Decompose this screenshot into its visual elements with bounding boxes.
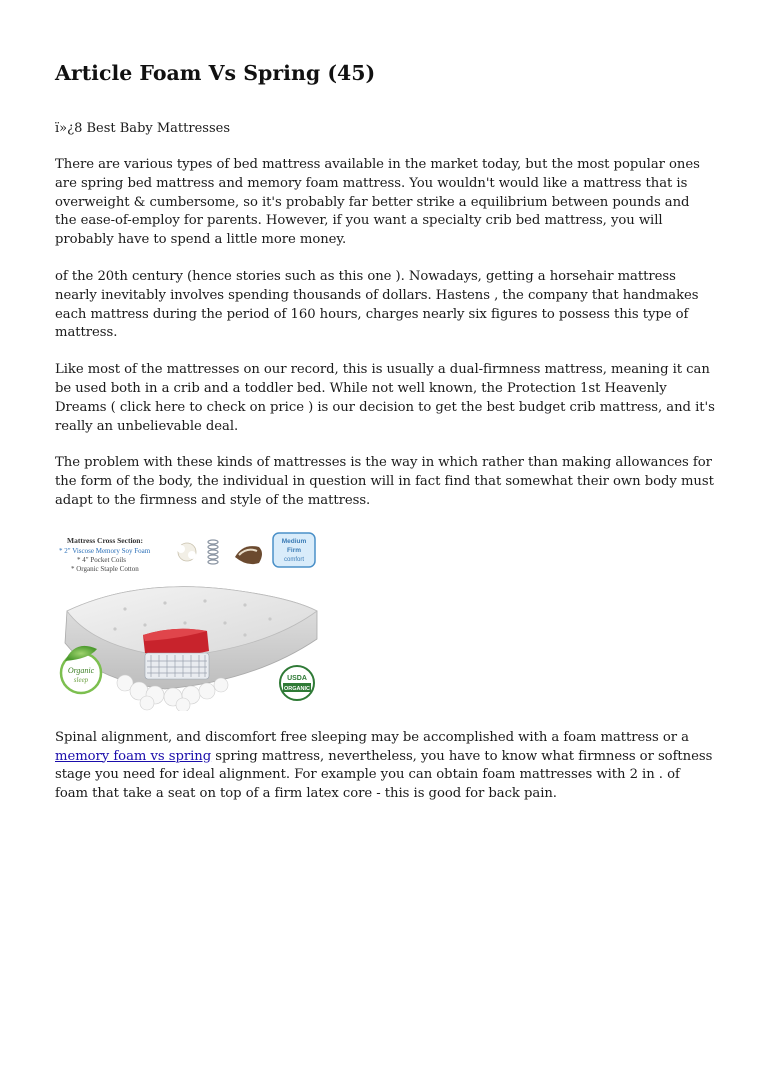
mattress-illustration: [55, 531, 323, 711]
figure-line-1: * 2" Viscose Memory Soy Foam: [59, 546, 151, 555]
figure-heading: Mattress Cross Section:: [67, 535, 143, 545]
paragraph-1: There are various types of bed mattress available in the market today, but the most popular ones are spring bed mattress and memory foam mattress. You wouldn't would like a mattress that is overweight & cumbersome, so it's probably far better strike a equilibrium between pounds and the ease-of-employ for parents. However, if you want a specialty crib bed mattress, you will probably have to spend a little more money.: [55, 157, 700, 248]
coil-sample-icon: [208, 540, 218, 564]
paragraph-5-end: spring mattress, nevertheless, you have to know what firmness or softness stage you need for ideal alignment. For example you can obtain foam mattresses with 2 in . of foam that take a seat on top of a firm latex core - this is good for back pain.: [55, 748, 713, 802]
usda-organic-seal: [280, 666, 314, 700]
paragraph-4: The problem with these kinds of mattresses is the way in which rather than making allowances for the form of the body, the individual in question will in fact find that somewhat their own body must adapt to the firmness and style of the mattress.: [55, 455, 714, 508]
badge-text-1: Medium: [281, 537, 307, 545]
foam-sample-icon: [235, 546, 262, 564]
usda-text-2: ORGANIC: [284, 685, 310, 692]
organic-text-1: Organic: [67, 665, 95, 675]
medium-firm-badge: [273, 533, 315, 567]
page-title: Article Foam Vs Spring (45): [55, 61, 376, 85]
paragraph-5-start: Spinal alignment, and discomfort free sleeping may be accomplished with a foam mattress or a: [55, 729, 689, 745]
paragraph-2: of the 20th century (hence stories such as this one ). Nowadays, getting a horsehair mattress nearly inevitably involves spending thousands of dollars. Hastens , the company that handmakes each mattress during the period of 160 hours, charges nearly six figures to possess this type of mattress.: [55, 268, 699, 341]
paragraph-3: Like most of the mattresses on our record, this is usually a dual-firmness mattress, meaning it can be used both in a crib and a toddler bed. While not well known, the Protection 1st Heavenly Dreams ( click here to check on price ) is our decision to get the best budget crib mattress, and it's really an unbelievable deal.: [55, 362, 715, 434]
subtitle: ï»¿8 Best Baby Mattresses: [55, 121, 230, 136]
badge-text-2: Firm: [286, 546, 302, 554]
cutaway-section: [143, 629, 209, 679]
figure-line-2: * 4" Pocket Coils: [77, 555, 126, 564]
paragraph-5: [55, 729, 715, 804]
mattress-image: [55, 531, 323, 711]
organic-text-2: sleep: [73, 675, 89, 684]
figure-line-3: * Organic Staple Cotton: [71, 564, 139, 573]
usda-text-1: USDA: [287, 674, 307, 682]
cotton-sample-icon: [177, 543, 196, 561]
document-page: [55, 58, 715, 804]
memory-foam-vs-spring-link[interactable]: memory foam vs spring: [55, 748, 212, 764]
badge-text-3: comfort: [283, 556, 305, 563]
